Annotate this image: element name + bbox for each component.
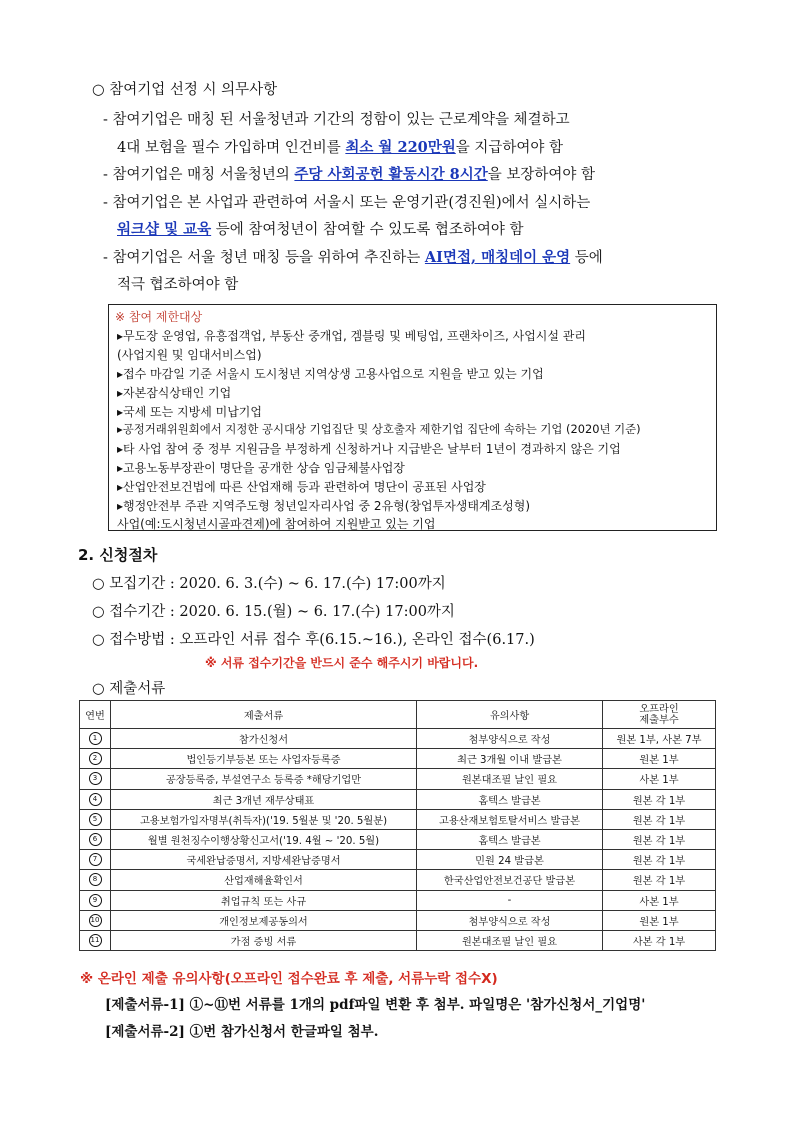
row-document: 산업재해율확인서 (111, 870, 417, 890)
row-number (80, 729, 111, 749)
row-copies: 원본 1부, 사본 7부 (603, 729, 716, 749)
restriction-line: ▸자본잠식상태인 기업 (117, 386, 232, 400)
restriction-line: ▸타 사업 참여 중 정부 지원금을 부정하게 신청하거나 지급받은 날부터 1년이 경과하지 않은 기업 (117, 442, 621, 456)
row-number-circle: 3 (89, 772, 102, 785)
row-copies: 원본 각 1부 (603, 870, 716, 890)
obligation-4-line2: 적극 협조하여야 함 (117, 277, 239, 293)
row-document: 최근 3개년 재무상태표 (111, 789, 417, 809)
workshop-highlight: 워크샵 및 교육 (117, 221, 212, 238)
row-copies: 원본 1부 (603, 749, 716, 769)
row-copies: 원본 각 1부 (603, 809, 716, 829)
restriction-line: ▸행정안전부 주관 지역주도형 청년일자리사업 중 2유형(창업투자생태계조성형) (117, 499, 531, 513)
row-number-circle: 9 (89, 894, 102, 907)
table-row (80, 769, 716, 789)
row-document: 고용보험가입자명부(취득자)('19. 5월분 및 '20. 5월분) (111, 809, 417, 829)
table-row (80, 890, 716, 910)
obligation-1-line2: 4대 보험을 필수 가입하며 인건비를 최소 월 220만원을 지급하여야 함 (117, 139, 564, 156)
col-header-note: 유의사항 (417, 701, 603, 729)
documents-table (79, 700, 716, 951)
online-doc2: [제출서류-2] ①번 참가신청서 한글파일 첨부. (105, 1024, 379, 1040)
table-row (80, 809, 716, 829)
restriction-title: ※ 참여 제한대상 (115, 310, 203, 324)
restriction-line: (사업지원 및 임대서비스업) (117, 348, 262, 362)
row-copies: 원본 각 1부 (603, 789, 716, 809)
col-header-doc: 제출서류 (111, 701, 417, 729)
restriction-line: ▸국세 또는 지방세 미납기업 (117, 405, 262, 419)
row-note: 최근 3개월 이내 발급본 (417, 749, 603, 769)
row-note: 한국산업안전보건공단 발급본 (417, 870, 603, 890)
row-note: - (417, 890, 603, 910)
row-document: 법인등기부등본 또는 사업자등록증 (111, 749, 417, 769)
row-document: 공장등록증, 부설연구소 등록증 *해당기업만 (111, 769, 417, 789)
row-number-circle: 4 (89, 793, 102, 806)
row-note: 민원 24 발급본 (417, 850, 603, 870)
row-document: 월별 원천징수이행상황신고서('19. 4월 ~ '20. 5월) (111, 829, 417, 849)
row-document: 국세완납증명서, 지방세완납증명서 (111, 850, 417, 870)
row-number (80, 870, 111, 890)
row-document: 가점 증빙 서류 (111, 930, 417, 950)
restriction-line: ▸산업안전보건법에 따른 산업재해 등과 관련하여 명단이 공표된 사업장 (117, 480, 486, 494)
table-row (80, 749, 716, 769)
row-document: 개인정보제공동의서 (111, 910, 417, 930)
table-row (80, 930, 716, 950)
obligation-2: - 참여기업은 매칭 서울청년의 주당 사회공헌 활동시간 8시간을 보장하여야 함 (103, 166, 596, 183)
row-number-circle: 10 (89, 914, 102, 927)
row-number-circle: 5 (89, 813, 102, 826)
table-row (80, 729, 716, 749)
row-number-circle: 8 (89, 873, 102, 886)
ai-interview-highlight: AI면접, 매칭데이 운영 (424, 249, 571, 266)
row-number (80, 890, 111, 910)
table-row (80, 789, 716, 809)
row-note: 홈텍스 발급본 (417, 829, 603, 849)
row-number (80, 769, 111, 789)
row-number (80, 809, 111, 829)
row-copies: 원본 각 1부 (603, 850, 716, 870)
row-number-circle: 11 (89, 934, 102, 947)
docs-heading: ○ 제출서류 (92, 681, 166, 697)
obligation-4-line1: - 참여기업은 서울 청년 매칭 등을 위하여 추진하는 AI면접, 매칭데이 운영 등에 (103, 249, 603, 266)
col-header-copies: 오프라인 제출부수 (603, 701, 716, 729)
restriction-line: ▸접수 마감일 기준 서울시 도시청년 지역상생 고용사업으로 지원을 받고 있는 기업 (117, 367, 544, 381)
table-row (80, 850, 716, 870)
obligation-3-line1: - 참여기업은 본 사업과 관련하여 서울시 또는 운영기관(경진원)에서 실시하는 (103, 195, 591, 211)
row-number-circle: 6 (89, 833, 102, 846)
online-doc1: [제출서류-1] ①~⑪번 서류를 1개의 pdf파일 변환 후 첨부. 파일명은 '참가신청서_기업명' (105, 997, 646, 1013)
row-note: 첨부양식으로 작성 (417, 910, 603, 930)
recruit-period: ○ 모집기간 : 2020. 6. 3.(수) ~ 6. 17.(수) 17:00까지 (92, 576, 446, 592)
section2-heading: 2. 신청절차 (78, 546, 158, 564)
table-row (80, 829, 716, 849)
obligation-1-line1: - 참여기업은 매칭 된 서울청년과 기간의 정함이 있는 근로계약을 체결하고 (103, 112, 570, 128)
restriction-line: ▸무도장 운영업, 유흥접객업, 부동산 중개업, 겜블링 및 베팅업, 프랜차이즈, 사업시설 관리 (117, 329, 586, 343)
row-note: 첨부양식으로 작성 (417, 729, 603, 749)
row-copies: 원본 1부 (603, 910, 716, 930)
row-copies: 사본 1부 (603, 769, 716, 789)
row-number (80, 829, 111, 849)
row-note: 홈텍스 발급본 (417, 789, 603, 809)
row-note: 고용산재보험토탈서비스 발급본 (417, 809, 603, 829)
row-number (80, 850, 111, 870)
row-copies: 사본 1부 (603, 890, 716, 910)
row-number (80, 910, 111, 930)
restriction-line: ▸공정거래위원회에서 지정한 공시대상 기업집단 및 상호출자 제한기업 집단에 속하는 기업 (2020년 기준) (117, 422, 641, 436)
row-number (80, 930, 111, 950)
table-header-row (80, 701, 716, 729)
online-heading: ※ 온라인 제출 유의사항(오프라인 접수완료 후 제출, 서류누락 접수X) (80, 971, 498, 987)
period-notice: ※ 서류 접수기간을 반드시 준수 해주시기 바랍니다. (205, 656, 479, 670)
restriction-box (108, 304, 717, 531)
row-number-circle: 7 (89, 853, 102, 866)
obligation-3-line2: 워크샵 및 교육 등에 참여청년이 참여할 수 있도록 협조하여야 함 (117, 221, 524, 238)
obligations-heading: ○ 참여기업 선정 시 의무사항 (92, 82, 278, 98)
row-note: 원본대조필 날인 필요 (417, 769, 603, 789)
row-number-circle: 2 (89, 752, 102, 765)
row-document: 참가신청서 (111, 729, 417, 749)
row-number (80, 789, 111, 809)
row-number-circle: 1 (89, 732, 102, 745)
row-copies: 사본 각 1부 (603, 930, 716, 950)
table-row (80, 870, 716, 890)
table-row (80, 910, 716, 930)
row-copies: 원본 각 1부 (603, 829, 716, 849)
receive-period: ○ 접수기간 : 2020. 6. 15.(월) ~ 6. 17.(수) 17:00까지 (92, 604, 455, 620)
row-number (80, 749, 111, 769)
receive-method: ○ 접수방법 : 오프라인 서류 접수 후(6.15.~16.), 온라인 접수(6.17.) (92, 632, 535, 648)
row-document: 취업규칙 또는 사규 (111, 890, 417, 910)
social-hours-highlight: 주당 사회공헌 활동시간 8시간 (294, 166, 488, 183)
restriction-line: 사업(예:도시청년시골파견제)에 참여하여 지원받고 있는 기업 (117, 517, 436, 531)
row-note: 원본대조필 날인 필요 (417, 930, 603, 950)
min-wage-highlight: 최소 월 220만원 (345, 139, 456, 156)
restriction-line: ▸고용노동부장관이 명단을 공개한 상습 임금체불사업장 (117, 461, 405, 475)
col-header-no: 연번 (80, 701, 111, 729)
